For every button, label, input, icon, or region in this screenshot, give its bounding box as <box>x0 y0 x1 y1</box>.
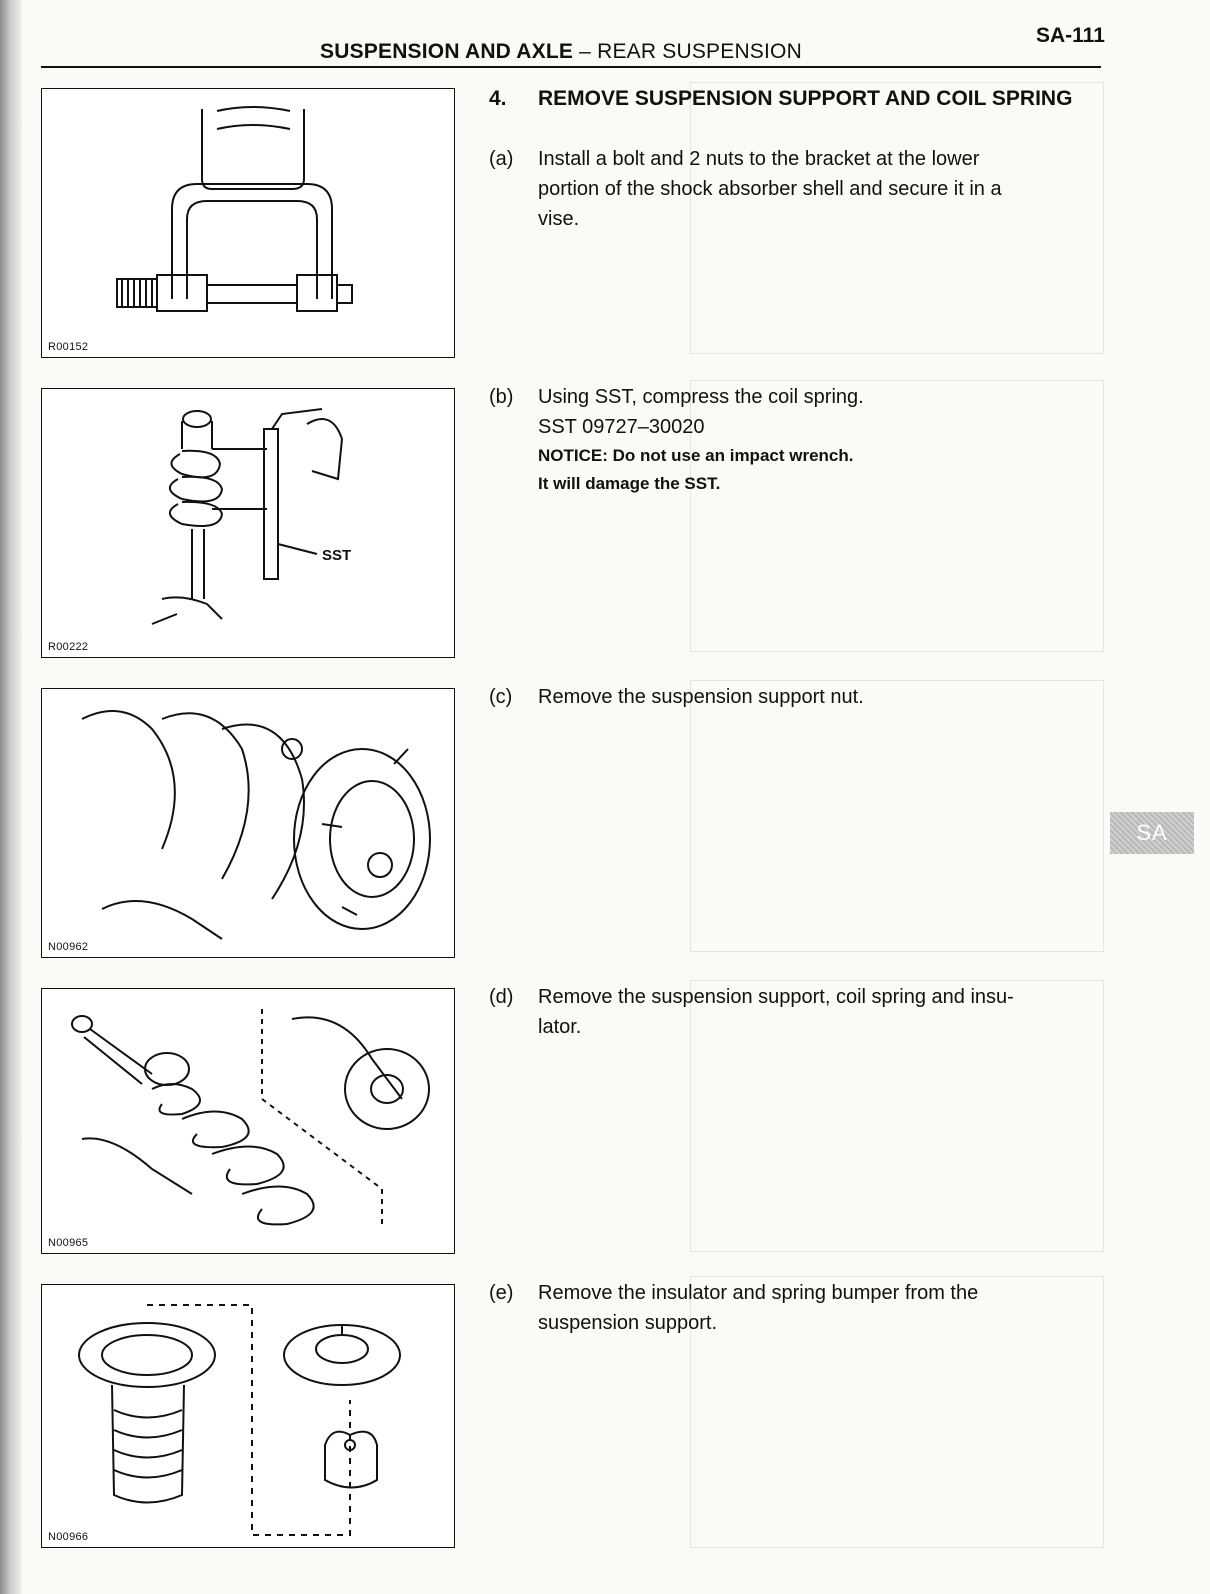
substep-text-line: lator. <box>538 1016 582 1038</box>
figure-support-nut <box>41 688 455 958</box>
sst-part-number: SST 09727–30020 <box>538 416 705 438</box>
substep-text-line: Install a bolt and 2 nuts to the bracket at the lower <box>538 148 980 170</box>
shock-absorber-in-vise-illustration <box>42 89 454 357</box>
figure-code: N00962 <box>48 941 89 953</box>
support-nut-removal-illustration <box>42 689 454 957</box>
figure-exploded-strut <box>41 988 455 1254</box>
sst-callout: SST <box>322 547 352 564</box>
substep-text-line: Using SST, compress the coil spring. <box>538 386 864 408</box>
figure-code: N00965 <box>48 1237 89 1249</box>
figure-shock-absorber-vise <box>41 88 455 358</box>
substep-letter: (d) <box>489 986 514 1008</box>
substep-text-line: Remove the suspension support, coil spring and insu- <box>538 986 1014 1008</box>
section-tab: SA <box>1110 812 1194 854</box>
figure-code: N00966 <box>48 1531 89 1543</box>
figure-spring-compressor <box>41 388 455 658</box>
substep-letter: (e) <box>489 1282 514 1304</box>
substep-text-line: portion of the shock absorber shell and secure it in a <box>538 178 1002 200</box>
substep-text-line: Remove the suspension support nut. <box>538 686 864 708</box>
substep-letter: (c) <box>489 686 513 708</box>
notice-text: NOTICE: Do not use an impact wrench. <box>538 446 854 465</box>
bleed-through-frame <box>690 680 1104 952</box>
binding-shadow <box>0 0 22 1594</box>
step-heading-text: REMOVE SUSPENSION SUPPORT AND COIL SPRING <box>538 87 1073 110</box>
insulator-bumper-illustration <box>42 1285 454 1547</box>
figure-insulator-bumper <box>41 1284 455 1548</box>
header-rule <box>41 66 1101 68</box>
substep-text-line: Remove the insulator and spring bumper from the <box>538 1282 979 1304</box>
notice-text: It will damage the SST. <box>538 474 721 493</box>
substep-text-line: suspension support. <box>538 1312 718 1334</box>
page-header-title: SUSPENSION AND AXLE – REAR SUSPENSION <box>320 40 802 63</box>
figure-code: R00222 <box>48 641 89 653</box>
substep-letter: (b) <box>489 386 514 408</box>
step-number: 4. <box>489 87 507 110</box>
substep-letter: (a) <box>489 148 514 170</box>
substep-text-line: vise. <box>538 208 580 230</box>
spring-compressor-illustration <box>42 389 454 657</box>
figure-code: R00152 <box>48 341 89 353</box>
page-number: SA-111 <box>1036 24 1105 47</box>
exploded-strut-illustration <box>42 989 454 1253</box>
